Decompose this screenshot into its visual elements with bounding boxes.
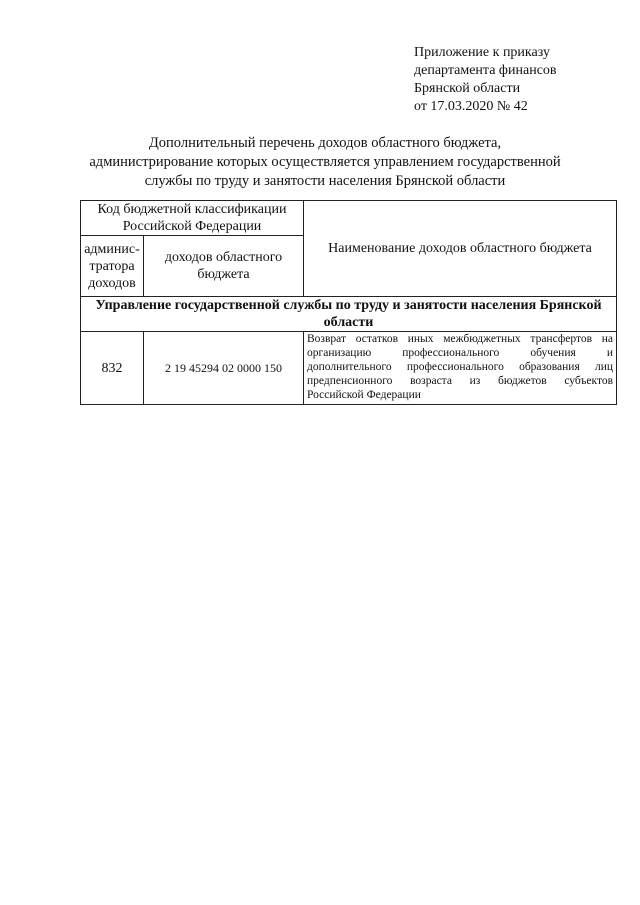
revenue-table bbox=[80, 200, 617, 405]
appendix-line-1: Приложение к приказу bbox=[414, 45, 550, 60]
title-line-2: администрирование которых осуществляется управлением государственной bbox=[89, 154, 561, 170]
appendix-block bbox=[414, 44, 557, 116]
appendix-line-4: от 17.03.2020 № 42 bbox=[414, 99, 528, 114]
header-admin: админис-тратора доходов bbox=[81, 236, 144, 297]
document-title bbox=[60, 134, 590, 191]
income-name-cell: Возврат остатков иных межбюджетных трансфертов на организацию профессионального обучения и дополнительного профессионального образования лиц предпенсионного возраста из бюджетов субъектов Российской Федерации bbox=[304, 332, 617, 405]
table-row bbox=[81, 332, 617, 405]
title-line-1: Дополнительный перечень доходов областного бюджета, bbox=[148, 135, 502, 151]
admin-code-cell: 832 bbox=[81, 332, 144, 405]
header-income: доходов областного бюджета bbox=[144, 236, 304, 297]
header-name: Наименование доходов областного бюджета bbox=[304, 201, 617, 297]
appendix-line-3: Брянской области bbox=[414, 81, 521, 96]
header-kbk: Код бюджетной классификации Российской Федерации bbox=[81, 201, 304, 236]
appendix-line-2: департамента финансов bbox=[414, 63, 557, 78]
income-code-cell: 2 19 45294 02 0000 150 bbox=[144, 332, 304, 405]
title-line-3: службы по труду и занятости населения Брянской области bbox=[144, 173, 506, 189]
section-heading: Управление государственной службы по труду и занятости населения Брянской области bbox=[81, 297, 617, 332]
